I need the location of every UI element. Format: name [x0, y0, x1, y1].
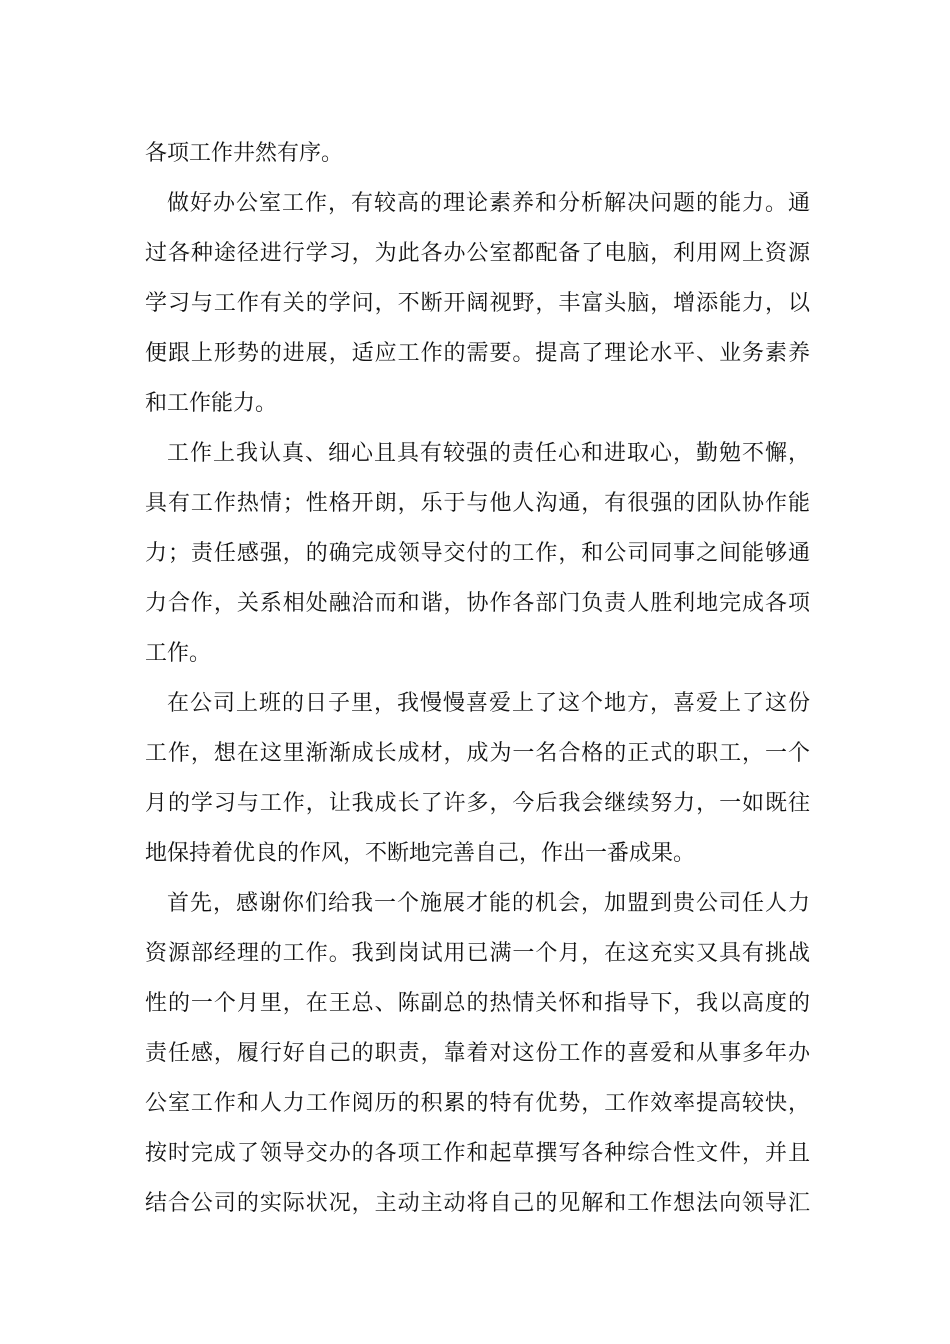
paragraph-start-line: 在公司上班的日子里，我慢慢喜爱上了这个地方，喜爱上了这份: [167, 691, 810, 716]
text-line: 责任感，履行好自己的职责，靠着对这份工作的喜爱和从事多年办: [145, 1041, 810, 1066]
text-line: 力合作，关系相处融洽而和谐，协作各部门负责人胜利地完成各项: [145, 591, 810, 616]
text-line: 月的学习与工作，让我成长了许多，今后我会继续努力，一如既往: [145, 791, 810, 816]
text-line: 公室工作和人力工作阅历的积累的特有优势，工作效率提高较快，: [145, 1091, 810, 1116]
text-line: 具有工作热情；性格开朗，乐于与他人沟通，有很强的团队协作能: [145, 491, 810, 516]
paragraph-start-line: 做好办公室工作，有较高的理论素养和分析解决问题的能力。通: [167, 191, 810, 216]
text-line: 力；责任感强，的确完成领导交付的工作，和公司同事之间能够通: [145, 541, 810, 566]
text-line: 地保持着优良的作风，不断地完善自己，作出一番成果。: [145, 841, 696, 866]
text-line: 按时完成了领导交办的各项工作和起草撰写各种综合性文件，并且: [145, 1141, 810, 1166]
text-line: 和工作能力。: [145, 391, 278, 416]
text-line: 过各种途径进行学习，为此各办公室都配备了电脑，利用网上资源: [145, 241, 810, 266]
text-line: 工作。: [145, 641, 212, 666]
text-line: 性的一个月里，在王总、陈副总的热情关怀和指导下，我以高度的: [145, 991, 810, 1016]
text-line: 工作，想在这里渐渐成长成材，成为一名合格的正式的职工，一个: [145, 741, 810, 766]
paragraph-start-line: 首先，感谢你们给我一个施展才能的机会，加盟到贵公司任人力: [167, 891, 810, 916]
paragraph-start-line: 工作上我认真、细心且具有较强的责任心和进取心，勤勉不懈，: [167, 441, 810, 466]
text-line: 学习与工作有关的学问，不断开阔视野，丰富头脑，增添能力，以: [145, 291, 810, 316]
text-line: 便跟上形势的进展，适应工作的需要。提高了理论水平、业务素养: [145, 341, 810, 366]
text-line: 资源部经理的工作。我到岗试用已满一个月，在这充实又具有挑战: [145, 941, 810, 966]
text-line: 结合公司的实际状况，主动主动将自己的见解和工作想法向领导汇: [145, 1191, 810, 1216]
document-body: [145, 129, 810, 1229]
text-line: 各项工作井然有序。: [145, 141, 344, 166]
